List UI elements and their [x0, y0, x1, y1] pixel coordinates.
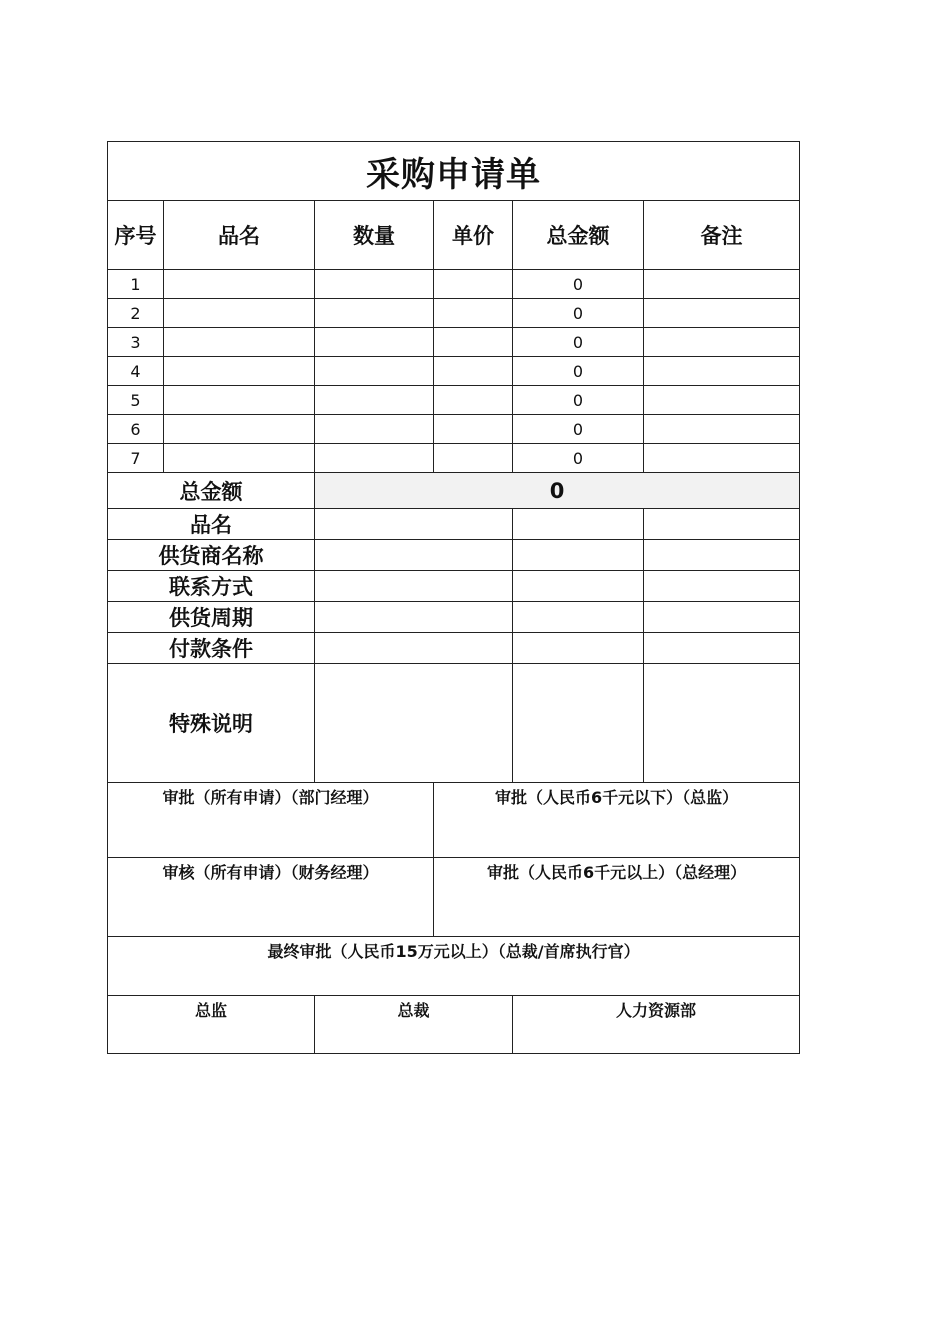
supplier-cell-c[interactable] [644, 633, 800, 664]
supplier-cell-b[interactable] [513, 571, 644, 602]
supplier-row [108, 509, 800, 540]
unit-price-cell[interactable] [434, 270, 513, 299]
supplier-row [108, 540, 800, 571]
summary-row [108, 473, 800, 509]
header-total: 总金额 [513, 201, 644, 270]
quantity-cell[interactable] [315, 299, 434, 328]
approval-row [108, 937, 800, 996]
supplier-cell-b[interactable] [513, 602, 644, 633]
table-row [108, 444, 800, 473]
supplier-cell-a[interactable] [315, 633, 513, 664]
special-notes-cell-b[interactable] [513, 664, 644, 783]
remarks-cell[interactable] [644, 415, 800, 444]
supplier-name-label: 供货商名称 [108, 540, 315, 571]
summary-value: 0 [315, 473, 800, 509]
table-row [108, 270, 800, 299]
supplier-cell-c[interactable] [644, 571, 800, 602]
finance-manager-review[interactable] [108, 858, 434, 937]
supply-cycle-label: 供货周期 [108, 602, 315, 633]
item-name-cell[interactable] [164, 270, 315, 299]
quantity-cell[interactable] [315, 270, 434, 299]
special-notes-label: 特殊说明 [108, 664, 315, 783]
table-row [108, 357, 800, 386]
president-signature-label: 总裁 [397, 1001, 430, 1020]
table-row [108, 415, 800, 444]
quantity-cell[interactable] [315, 328, 434, 357]
director-signature[interactable] [108, 996, 315, 1054]
total-cell: 0 [513, 415, 644, 444]
director-approval[interactable] [434, 783, 800, 858]
total-cell: 0 [513, 270, 644, 299]
row-no: 3 [108, 328, 164, 357]
remarks-cell[interactable] [644, 357, 800, 386]
table-row [108, 299, 800, 328]
remarks-cell[interactable] [644, 270, 800, 299]
header-no: 序号 [108, 201, 164, 270]
signature-row [108, 996, 800, 1054]
item-name-cell[interactable] [164, 386, 315, 415]
total-cell: 0 [513, 444, 644, 473]
supplier-cell-c[interactable] [644, 509, 800, 540]
finance-manager-review-label: 审核（所有申请）（财务经理） [162, 863, 379, 882]
row-no: 6 [108, 415, 164, 444]
total-cell: 0 [513, 299, 644, 328]
dept-manager-approval-label: 审批（所有申请）（部门经理） [162, 788, 379, 807]
remarks-cell[interactable] [644, 299, 800, 328]
supplier-row [108, 571, 800, 602]
row-no: 2 [108, 299, 164, 328]
total-cell: 0 [513, 357, 644, 386]
payment-terms-label: 付款条件 [108, 633, 315, 664]
header-row [108, 201, 800, 270]
remarks-cell[interactable] [644, 444, 800, 473]
item-name-cell[interactable] [164, 328, 315, 357]
supplier-cell-a[interactable] [315, 602, 513, 633]
special-notes-cell-c[interactable] [644, 664, 800, 783]
quantity-cell[interactable] [315, 386, 434, 415]
supplier-cell-a[interactable] [315, 571, 513, 602]
supplier-cell-a[interactable] [315, 540, 513, 571]
row-no: 7 [108, 444, 164, 473]
supplier-cell-a[interactable] [315, 509, 513, 540]
approval-row [108, 783, 800, 858]
purchase-request-form [107, 141, 800, 1054]
unit-price-cell[interactable] [434, 444, 513, 473]
hr-signature-label: 人力资源部 [616, 1001, 697, 1020]
form-title: 采购申请单 [108, 142, 800, 201]
unit-price-cell[interactable] [434, 357, 513, 386]
supplier-cell-c[interactable] [644, 602, 800, 633]
supplier-cell-c[interactable] [644, 540, 800, 571]
general-manager-approval-label: 审批（人民币6千元以上）（总经理） [486, 863, 747, 882]
header-item-name: 品名 [164, 201, 315, 270]
special-notes-row [108, 664, 800, 783]
supplier-cell-b[interactable] [513, 540, 644, 571]
row-no: 4 [108, 357, 164, 386]
unit-price-cell[interactable] [434, 415, 513, 444]
header-quantity: 数量 [315, 201, 434, 270]
special-notes-cell-a[interactable] [315, 664, 513, 783]
supplier-cell-b[interactable] [513, 509, 644, 540]
president-signature[interactable] [315, 996, 513, 1054]
final-approval[interactable] [108, 937, 800, 996]
supplier-row [108, 633, 800, 664]
summary-label: 总金额 [108, 473, 315, 509]
header-unit-price: 单价 [434, 201, 513, 270]
director-approval-label: 审批（人民币6千元以下）（总监） [494, 788, 739, 807]
quantity-cell[interactable] [315, 357, 434, 386]
unit-price-cell[interactable] [434, 386, 513, 415]
supplier-item-name-label: 品名 [108, 509, 315, 540]
quantity-cell[interactable] [315, 444, 434, 473]
quantity-cell[interactable] [315, 415, 434, 444]
row-no: 1 [108, 270, 164, 299]
contact-label: 联系方式 [108, 571, 315, 602]
header-remarks: 备注 [644, 201, 800, 270]
table-row [108, 386, 800, 415]
dept-manager-approval[interactable] [108, 783, 434, 858]
total-cell: 0 [513, 328, 644, 357]
director-signature-label: 总监 [194, 1001, 227, 1020]
final-approval-label: 最终审批（人民币15万元以上）（总裁/首席执行官） [267, 942, 640, 961]
item-name-cell[interactable] [164, 357, 315, 386]
remarks-cell[interactable] [644, 386, 800, 415]
supplier-row [108, 602, 800, 633]
total-cell: 0 [513, 386, 644, 415]
item-name-cell[interactable] [164, 444, 315, 473]
general-manager-approval[interactable] [434, 858, 800, 937]
unit-price-cell[interactable] [434, 328, 513, 357]
table-row [108, 328, 800, 357]
row-no: 5 [108, 386, 164, 415]
item-name-cell[interactable] [164, 415, 315, 444]
unit-price-cell[interactable] [434, 299, 513, 328]
approval-row [108, 858, 800, 937]
supplier-cell-b[interactable] [513, 633, 644, 664]
item-name-cell[interactable] [164, 299, 315, 328]
hr-signature[interactable] [513, 996, 800, 1054]
remarks-cell[interactable] [644, 328, 800, 357]
